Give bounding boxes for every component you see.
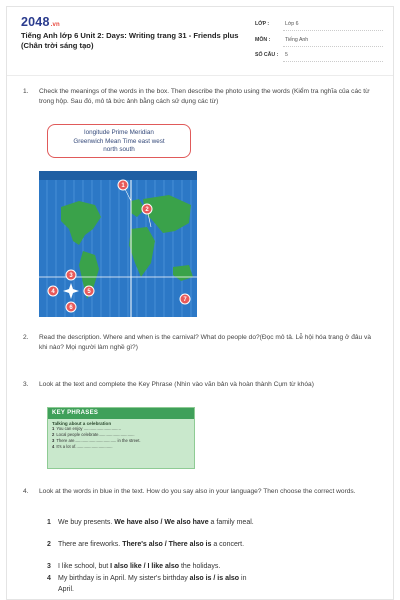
sentence-number: 4 — [47, 575, 51, 582]
row-text: There are.................................... in the street. — [56, 437, 141, 443]
page-title: Tiếng Anh lớp 6 Unit 2: Days: Writing trang 31 - Friends plus (Chân trời sáng tạo) — [21, 31, 239, 50]
sentence-pre: I like school, but — [58, 563, 111, 570]
sentence-number: 1 — [47, 519, 51, 526]
meta-class-label: LỚP : — [255, 21, 270, 27]
logo-suffix: .vn — [50, 22, 60, 28]
meta-subject-label: MÔN : — [255, 37, 271, 43]
sentence-choice: We have also / We also have — [114, 519, 209, 526]
map-marker-7 — [180, 294, 190, 304]
marker-label: 6 — [69, 305, 73, 312]
map-marker-3 — [66, 270, 76, 280]
sentence-post: in April. — [58, 575, 247, 593]
row-text: Local people celebrate............................... — [56, 431, 135, 437]
word-box — [47, 124, 191, 158]
key-phrases-box — [47, 407, 195, 469]
question-text: Look at the text and complete the Key Phrase (Nhìn vào văn bản và hoàn thành Cụm từ khóa) — [39, 381, 314, 388]
question-text: Check the meanings of the words in the box. Then describe the photo using the words (Kiểm tra nghĩa của các từ trong hộp. Sau đó, mô tả bức ảnh bằng cách sử dụng các từ) — [39, 88, 370, 105]
map-marker-1 — [118, 180, 128, 190]
question-number: 3. — [23, 381, 29, 388]
sentence-text — [58, 540, 258, 551]
row-number: 3 — [52, 437, 55, 443]
marker-label: 2 — [145, 207, 149, 214]
row-number: 2 — [52, 431, 55, 437]
meta-divider — [283, 61, 383, 62]
meta-divider — [283, 46, 383, 47]
map-marker-4 — [48, 286, 58, 296]
map-marker-2 — [142, 204, 152, 214]
document-header — [7, 7, 393, 69]
meta-divider — [283, 30, 383, 31]
question-number: 4. — [23, 488, 29, 495]
marker-label: 3 — [69, 273, 73, 280]
meta-subject-value: Tiếng Anh — [285, 37, 309, 43]
key-phrases-subtitle: Talking about a celebration — [52, 421, 112, 426]
meta-class-value: Lớp 6 — [285, 21, 299, 27]
marker-label: 4 — [51, 289, 55, 296]
marker-label: 7 — [183, 297, 187, 304]
site-logo[interactable] — [21, 15, 60, 29]
world-map-image — [39, 171, 197, 317]
key-phrases-title: KEY PHRASES — [48, 408, 194, 419]
sentence-pre: My birthday is in April. My sister's birthday — [58, 575, 190, 582]
sentence-text — [58, 518, 258, 529]
map-marker-5 — [84, 286, 94, 296]
sentence-pre: There are fireworks. — [58, 541, 123, 548]
sentence-number: 2 — [47, 541, 51, 548]
sentence-choice: I also like / I like also — [110, 563, 180, 570]
sentence-post: a family meal. — [208, 519, 254, 526]
meta-count-value: 5 — [285, 52, 288, 58]
question-number: 1. — [23, 88, 29, 95]
sentence-text — [58, 574, 258, 595]
logo-text: 2048 — [21, 15, 50, 29]
word-box-line: Greenwich Mean Time east west — [73, 137, 165, 145]
timezone-strip — [39, 171, 197, 180]
sentence-text — [58, 562, 258, 573]
sentence-choice: There's also / There also is — [122, 541, 212, 548]
document-page — [6, 6, 394, 600]
sentence-post: a concert. — [211, 541, 245, 548]
map-marker-6 — [66, 302, 76, 312]
sentence-post: the holidays. — [179, 563, 221, 570]
sentence-number: 3 — [47, 563, 51, 570]
marker-label: 1 — [121, 183, 125, 190]
sentence-pre: We buy presents. — [58, 519, 115, 526]
row-text: You can enjoy ................................ — [56, 426, 121, 431]
question-text: Look at the words in blue in the text. How do you say also in your language? Then choose the correct words. — [39, 488, 356, 495]
row-number: 1 — [52, 426, 55, 431]
word-box-line: longitude Prime Meridian — [84, 129, 154, 136]
sentence-choice: also is / is also — [189, 575, 240, 582]
key-phrase-row — [48, 444, 194, 450]
word-box-line: north south — [103, 146, 135, 154]
meta-count-label: SỐ CÂU : — [255, 52, 279, 58]
marker-label: 5 — [87, 289, 91, 296]
header-divider — [7, 75, 393, 76]
question-text: Read the description. Where and when is the carnival? What do people do?(Đọc mô tả. Lễ hội hóa trang ở đâu và khi nào? Mọi người làm nghề gì?) — [39, 334, 372, 351]
question-number: 2. — [23, 334, 29, 341]
row-text: It's a lot of................................ — [56, 443, 113, 449]
row-number: 4 — [52, 443, 55, 449]
